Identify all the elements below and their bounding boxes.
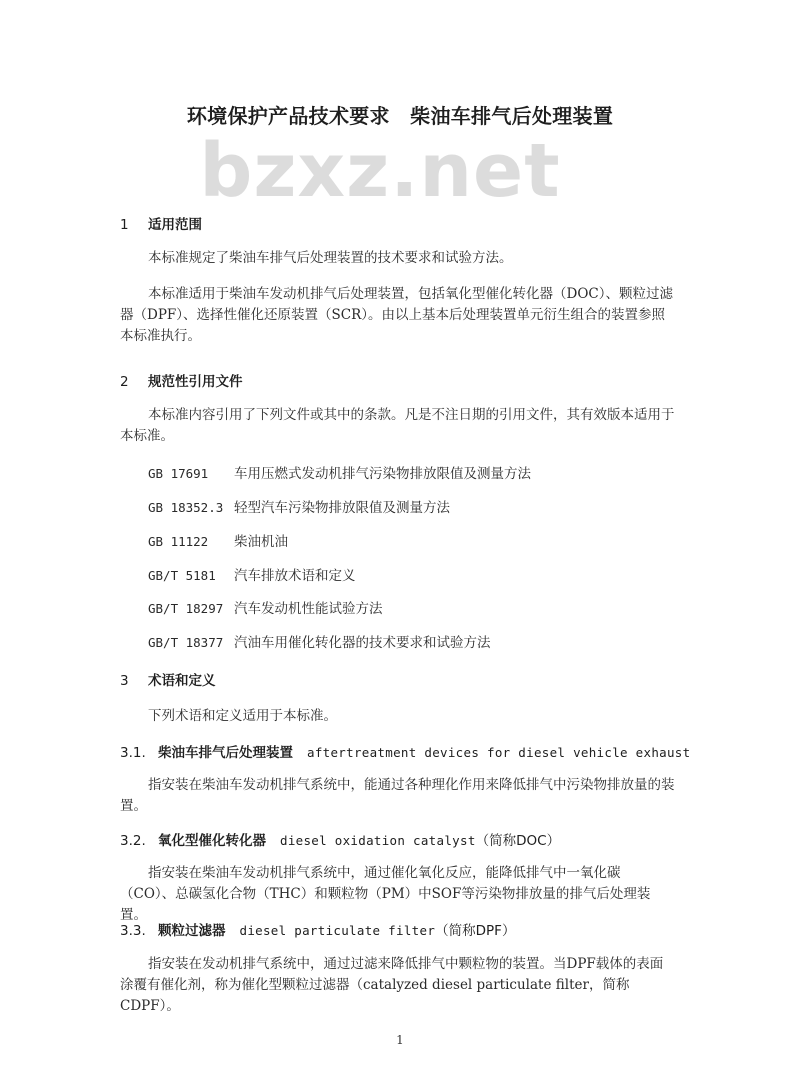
reference-code: GB 11122	[148, 534, 209, 549]
term-en: diesel oxidation catalyst	[280, 833, 476, 848]
term-abbrev: （简称DPF）	[435, 923, 516, 939]
reference-title: 汽车发动机性能试验方法	[234, 601, 383, 617]
term-number: 3.1.	[120, 745, 146, 761]
section-1-heading	[120, 213, 202, 233]
section-number: 1	[120, 217, 129, 233]
term-3-1-heading	[120, 741, 690, 761]
reference-item	[148, 462, 531, 482]
section-title: 术语和定义	[148, 673, 216, 689]
reference-code: GB/T 18377	[148, 635, 224, 650]
document-title: 环境保护产品技术要求 柴油车排气后处理装置	[186, 104, 614, 128]
reference-code: GB/T 5181	[148, 568, 216, 583]
page-number: 1	[396, 1033, 404, 1047]
reference-title: 车用压燃式发动机排气污染物排放限值及测量方法	[234, 466, 531, 482]
section-2-paragraph-1: 本标准内容引用了下列文件或其中的条款。凡是不注日期的引用文件，其有效版本适用于本标准。	[120, 407, 675, 444]
section-3-heading	[120, 669, 216, 689]
term-cn: 颗粒过滤器	[158, 923, 226, 939]
reference-title: 柴油机油	[234, 534, 288, 550]
term-number: 3.2.	[120, 833, 146, 849]
term-3-3-definition: 指安装在发动机排气系统中，通过过滤来降低排气中颗粒物的装置。当DPF载体的表面涂覆有催化剂，称为催化型颗粒过滤器（catalyzed diesel particulate filter，简称CDPF）。	[120, 956, 664, 1014]
reference-title: 汽车排放术语和定义	[234, 568, 356, 584]
term-cn: 氧化型催化转化器	[158, 833, 266, 849]
section-title: 适用范围	[148, 217, 202, 233]
reference-title: 轻型汽车污染物排放限值及测量方法	[234, 500, 450, 516]
term-3-2-definition: 指安装在柴油车发动机排气系统中，通过催化氧化反应，能降低排气中一氧化碳（CO）、总碳氢化合物（THC）和颗粒物（PM）中SOF等污染物排放量的排气后处理装置。	[120, 865, 651, 923]
section-1-paragraph-2: 本标准适用于柴油车发动机排气后处理装置，包括氧化型催化转化器（DOC）、颗粒过滤器（DPF）、选择性催化还原装置（SCR）。由以上基本后处理装置单元衍生组合的装置参照本标准执行。	[120, 286, 673, 344]
section-3-paragraph-1: 下列术语和定义适用于本标准。	[148, 708, 337, 724]
reference-item	[148, 564, 356, 584]
reference-item	[148, 496, 450, 516]
reference-title: 汽油车用催化转化器的技术要求和试验方法	[234, 635, 491, 651]
watermark-text: bzxz.net	[199, 128, 561, 214]
term-abbrev: （简称DOC）	[475, 833, 561, 849]
reference-code: GB 18352.3	[148, 500, 224, 515]
section-title: 规范性引用文件	[148, 374, 243, 390]
term-3-1-definition: 指安装在柴油车发动机排气系统中，能通过各种理化作用来降低排气中污染物排放量的装置。	[120, 777, 675, 814]
term-cn: 柴油车排气后处理装置	[158, 745, 293, 761]
term-3-3-heading	[120, 919, 515, 939]
term-en: aftertreatment devices for diesel vehicle exhaust	[307, 745, 691, 760]
term-number: 3.3.	[120, 923, 146, 939]
section-1-paragraph-1: 本标准规定了柴油车排气后处理装置的技术要求和试验方法。	[148, 250, 513, 266]
reference-item	[148, 631, 491, 651]
reference-code: GB 17691	[148, 466, 209, 481]
section-2-heading	[120, 370, 243, 390]
reference-item	[148, 597, 383, 617]
reference-code: GB/T 18297	[148, 601, 224, 616]
section-number: 3	[120, 673, 129, 689]
term-en: diesel particulate filter	[239, 923, 436, 938]
term-3-2-heading	[120, 829, 560, 849]
section-number: 2	[120, 374, 129, 390]
reference-item	[148, 530, 288, 550]
